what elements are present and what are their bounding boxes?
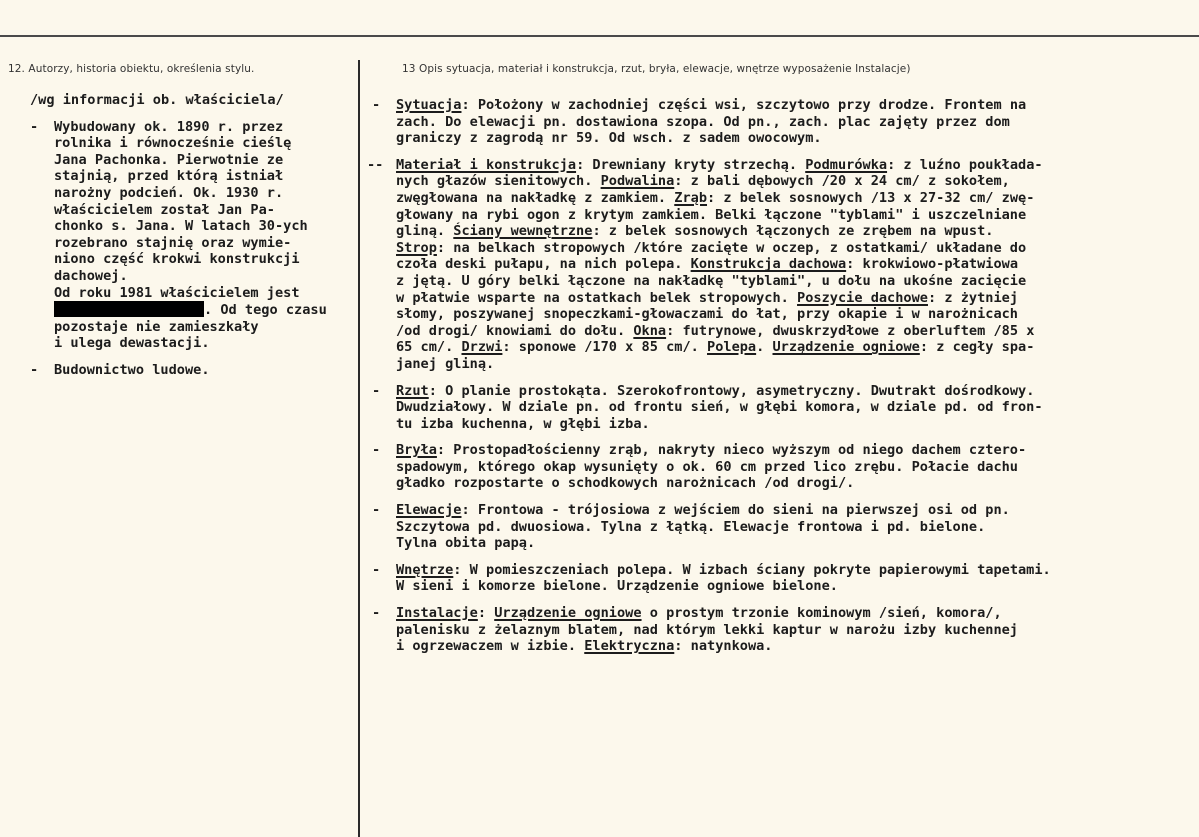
wnetrze-text: W sieni i komorze bielone. Urządzenie ogniowe bielone. (396, 578, 838, 595)
material-text: głowany na rybi ogon z krytym zamkiem. Belki łączone "tyblami" i uszczelniane (396, 206, 1027, 223)
instalacje-text: : natynkowa. (674, 638, 773, 655)
section-13-header: 13 Opis sytuacja, materiał i konstrukcja, rzut, bryła, elewacje, wnętrze wyposażenie Instalacje) (402, 63, 911, 75)
bryla-label: Bryła (396, 442, 437, 459)
material-text: : z luźno poukłada- (887, 156, 1043, 173)
bryla-item (372, 442, 1182, 492)
sytuacja-text: zach. Do elewacji pn. dostawiona szopa. Od pn., zach. plac zajęty przez dom (396, 113, 1010, 130)
bullet-dash: - (372, 502, 381, 519)
material-text: : z bali dębowych /20 x 24 cm/ z sokołem, (674, 173, 1010, 190)
history-line: pozostaje nie zamieszkały (54, 318, 259, 335)
material-text: : sponowe /170 x 85 cm/. (502, 339, 708, 356)
sciany-label: Ściany wewnętrzne (453, 223, 593, 240)
history-line-redacted (54, 301, 352, 319)
material-item (367, 156, 1182, 373)
zrab-label: Zrąb (674, 189, 708, 206)
history-line: narożny podcień. Ok. 1930 r. (54, 184, 284, 201)
material-text: janej gliną. (396, 355, 495, 372)
bullet-dash: - (30, 118, 39, 135)
material-text: : na belkach stropowych /które zacięte w oczep, z ostatkami/ układane do (436, 239, 1027, 256)
poszycie-label: Poszycie dachowe (797, 289, 928, 306)
sytuacja-text: : Położony w zachodniej części wsi, szczytowo przy drodze. Frontem na (461, 97, 1027, 113)
material-text: w płatwie wsparte na ostatkach belek stropowych. (396, 289, 798, 306)
rzut-label: Rzut (396, 382, 429, 399)
strop-label: Strop (396, 239, 437, 256)
elewacje-text: : Frontowa - trójosiowa z wejściem do sieni na pierwszej osi od pn. (461, 502, 1010, 519)
material-text: : z belek sosnowych /13 x 27-32 cm/ zwę- (707, 189, 1035, 206)
style-item (30, 362, 352, 379)
sytuacja-label: Sytuacja (396, 97, 462, 113)
instalacje-text: o prostym trzonie kominowym /sień, komora/, (641, 605, 1002, 622)
section-12-header: 12. Autorzy, historia obiektu, określenia stylu. (8, 63, 255, 75)
material-text: z jętą. U góry belki łączone na nakładkę "tyblami", u dołu na ukośne zacięcie (396, 272, 1027, 289)
history-line: niono część krokwi konstrukcji (54, 251, 300, 268)
polepa-label: Polepa (707, 339, 757, 356)
material-text: zwęgłowana na nakładkę z zamkiem. (396, 189, 675, 206)
bullet-dash: -- (367, 156, 384, 173)
history-text: . Od tego czasu (204, 302, 327, 319)
sytuacja-item (372, 97, 1182, 147)
material-text: : futrynowe, dwuskrzydłowe z oberluftem /85 x (666, 322, 1035, 339)
bullet-dash: - (30, 361, 39, 378)
source-note: /wg informacji ob. właściciela/ (30, 92, 284, 108)
instalacje-text: : (477, 605, 495, 622)
history-line: rolnika i równocześnie cieślę (54, 135, 292, 152)
elewacje-text: Tylna obita papą. (396, 535, 536, 552)
material-text: słomy, poszywanej snopeczkami-głowaczami do łat, przy okapie i w narożnicach (396, 306, 1018, 323)
material-text: : krokwiowo-płatwiowa (846, 256, 1019, 273)
history-line: i ulega dewastacji. (54, 335, 210, 352)
material-text: : z cegły spa- (919, 339, 1035, 356)
history-line: rozebrano stajnię oraz wymie- (54, 234, 292, 251)
elewacje-text: Szczytowa pd. dwuosiowa. Tylna z łątką. Elewacje frontowa i pd. bielone. (396, 518, 986, 535)
material-text: : Drewniany kryty strzechą. (576, 156, 806, 173)
material-text: nych głazów sienitowych. (396, 173, 601, 190)
material-text: /od drogi/ knowiami do dołu. (396, 322, 634, 339)
konstrukcja-dachowa-label: Konstrukcja dachowa (690, 256, 847, 273)
instalacje-label: Instalacje (396, 605, 478, 622)
bryla-text: spadowym, którego okap wysunięty o ok. 60 cm przed lico zrębu. Połacie dachu (396, 458, 1018, 475)
rzut-text: Dwudziałowy. W dziale pn. od frontu sień, w głębi komora, w dziale pd. od fron- (396, 399, 1043, 416)
elewacje-label: Elewacje (396, 502, 462, 519)
history-line: stajnią, przed którą istniał (54, 168, 284, 185)
urzadzenie-ogniowe-label: Urządzenie ogniowe (494, 605, 642, 622)
wnetrze-item (372, 562, 1182, 595)
urzadzenie-ogniowe-label: Urządzenie ogniowe (772, 339, 920, 356)
instalacje-item (372, 605, 1182, 655)
instalacje-text: i ogrzewaczem w izbie. (396, 638, 585, 655)
drzwi-label: Drzwi (461, 339, 503, 356)
instalacje-text: palenisku z żelaznym blatem, nad którym lekki kaptur w narożu izby kuchennej (396, 621, 1018, 638)
podmurowka-label: Podmurówka (805, 156, 888, 173)
okna-label: Okna (633, 322, 667, 339)
material-text: : z belek sosnowych łączonych ze zrębem na wpust. (592, 223, 994, 240)
wnetrze-label: Wnętrze (396, 561, 454, 578)
history-line: Jana Pachonka. Pierwotnie ze (54, 151, 284, 168)
bryla-text: : Prostopadłościenny zrąb, nakryty nieco wyższym od niego dachem cztero- (436, 442, 1027, 459)
top-rule (0, 35, 1199, 37)
left-column (30, 92, 352, 389)
elewacje-item (372, 502, 1182, 552)
material-label: Materiał i konstrukcja (396, 156, 577, 173)
rzut-text: : O planie prostokąta. Szerokofrontowy, asymetryczny. Dwutrakt dośrodkowy. (428, 382, 1035, 399)
history-line: chonko s. Jana. W latach 30-ych (54, 218, 308, 235)
material-text: : z żytniej (927, 289, 1019, 306)
column-divider (358, 60, 360, 837)
wnetrze-text: : W pomieszczeniach polepa. W izbach ściany pokryte papierowymi tapetami. (453, 561, 1051, 578)
history-line: Od roku 1981 właścicielem jest (54, 284, 300, 301)
material-text: gliną. (396, 223, 454, 240)
history-line: dachowej. (54, 267, 128, 284)
history-item (30, 119, 352, 352)
bullet-dash: - (372, 605, 381, 622)
podwalina-label: Podwalina (600, 173, 675, 190)
bullet-dash: - (372, 382, 381, 399)
material-text: czoła deski pułapu, na nich polepa. (396, 256, 691, 273)
history-line: właścicielem został Jan Pa- (54, 201, 275, 218)
bullet-dash: - (372, 561, 381, 578)
redaction-bar (54, 301, 204, 317)
elektryczna-label: Elektryczna (584, 638, 675, 655)
bullet-dash: - (372, 442, 381, 459)
material-text: 65 cm/. (396, 339, 462, 356)
bullet-dash: - (372, 97, 381, 113)
right-column (367, 97, 1182, 665)
style-text: Budownictwo ludowe. (54, 361, 210, 378)
sytuacja-text: graniczy z zagrodą nr 59. Od wsch. z sadem owocowym. (396, 130, 822, 147)
material-text: . (756, 339, 773, 356)
rzut-item (372, 383, 1182, 433)
bryla-text: gładko rozpostarte o schodkowych narożnicach /od drogi/. (396, 475, 855, 492)
history-line: Wybudowany ok. 1890 r. przez (54, 118, 284, 135)
rzut-text: tu izba kuchenna, w głębi izba. (396, 415, 650, 432)
